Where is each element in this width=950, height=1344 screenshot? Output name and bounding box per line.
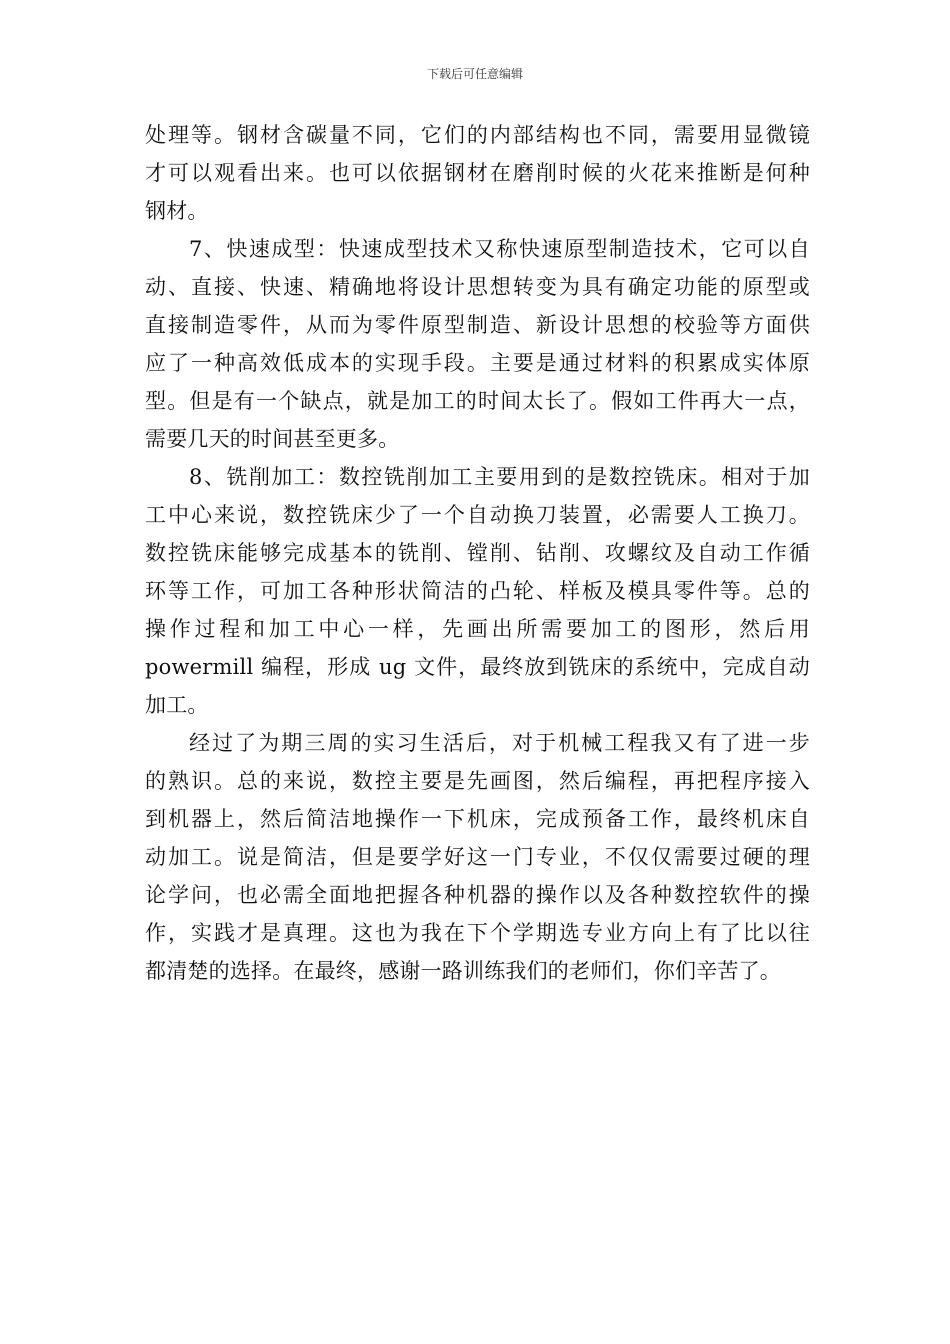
text-line: 经过了为期三周的实习生活后，对于机械工程我又有了进一步 bbox=[189, 731, 810, 755]
text-line: 动、直接、快速、精确地将设计思想转变为具有确定功能的原型或 bbox=[145, 275, 810, 299]
text-line: 8、铣削加工：数控铣削加工主要用到的是数控铣床。相对于加 bbox=[189, 465, 810, 489]
text-line: 型。但是有一个缺点，就是加工的时间太长了。假如工件再大一点， bbox=[145, 389, 810, 413]
text-line: 加工。 bbox=[145, 693, 209, 717]
text-line: 操作过程和加工中心一样，先画出所需要加工的图形，然后用 bbox=[145, 617, 810, 641]
text-line: 应了一种高效低成本的实现手段。主要是通过材料的积累成实体原 bbox=[145, 351, 810, 375]
text-line: 直接制造零件，从而为零件原型制造、新设计思想的校验等方面供 bbox=[145, 313, 810, 337]
paragraph bbox=[145, 116, 810, 230]
document-body bbox=[145, 116, 810, 990]
text-line: 才可以观看出来。也可以依据钢材在磨削时候的火花来推断是何种 bbox=[145, 161, 810, 185]
text-line: 处理等。钢材含碳量不同，它们的内部结构也不同，需要用显微镜 bbox=[145, 123, 810, 147]
text-line: 动加工。说是简洁，但是要学好这一门专业，不仅仅需要过硬的理 bbox=[145, 845, 810, 869]
text-line: 数控铣床能够完成基本的铣削、镗削、钻削、攻螺纹及自动工作循 bbox=[145, 541, 810, 565]
text-line: 工中心来说，数控铣床少了一个自动换刀装置，必需要人工换刀。 bbox=[145, 503, 810, 527]
page-header: 下载后可任意编辑 bbox=[426, 67, 523, 81]
text-line: 需要几天的时间甚至更多。 bbox=[145, 427, 400, 451]
text-line: 钢材。 bbox=[145, 199, 209, 223]
text-line: 的熟识。总的来说，数控主要是先画图，然后编程，再把程序接入 bbox=[145, 769, 810, 793]
text-line: 7、快速成型：快速成型技术又称快速原型制造技术，它可以自 bbox=[189, 237, 810, 261]
text-line: 环等工作，可加工各种形状简洁的凸轮、样板及模具零件等。总的 bbox=[145, 579, 810, 603]
paragraph bbox=[145, 724, 810, 990]
paragraph bbox=[145, 230, 810, 458]
text-line: 作，实践才是真理。这也为我在下个学期选专业方向上有了比以往 bbox=[145, 921, 810, 945]
text-line: 都清楚的选择。在最终，感谢一路训练我们的老师们，你们辛苦了。 bbox=[145, 959, 781, 983]
text-line: 到机器上，然后简洁地操作一下机床，完成预备工作，最终机床自 bbox=[145, 807, 810, 831]
text-line: 论学问，也必需全面地把握各种机器的操作以及各种数控软件的操 bbox=[145, 883, 810, 907]
paragraph bbox=[145, 458, 810, 724]
text-line: powermill 编程，形成 ug 文件，最终放到铣床的系统中，完成自动 bbox=[145, 655, 810, 679]
